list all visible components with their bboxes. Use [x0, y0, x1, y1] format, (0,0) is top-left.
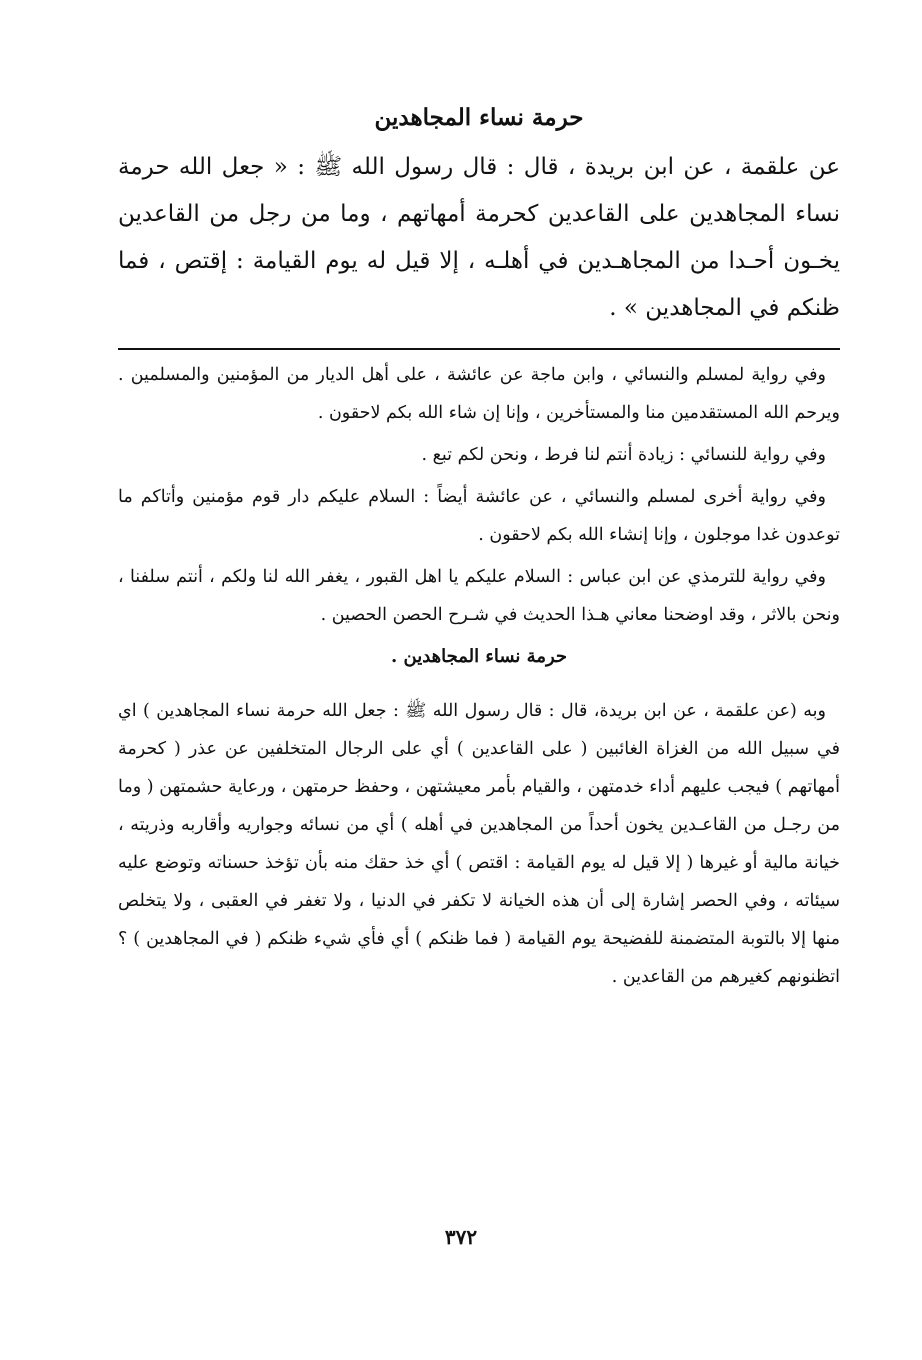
footnote-paragraph: وفي رواية لمسلم والنسائي ، وابن ماجة عن عائشة ، على أهل الديار من المؤمنين والمسلمين . ويرحم الله المستقدمين منا والمستأخرين ، وإنا إن شاء الله بكم لاحقون .: [118, 365, 840, 423]
footnote-paragraph: وفي رواية للترمذي عن ابن عباس : السلام عليكم يا اهل القبور ، يغفر الله لنا ولكم ، أنتم سلفنا ، ونحن بالاثر ، وقد اوضحنا معاني هـذا الحديث في شـرح الحصن الحصين .: [118, 567, 840, 625]
page-number: ٣٧٢: [444, 1225, 478, 1249]
hadith-text: عن علقمة ، عن ابن بريدة ، قال : قال رسول الله ﷺ : « جعل الله حرمة نساء المجاهدين على القاعدين كحرمة أمهاتهم ، وما من رجل من القاعدين يخـون أحـدا من المجاهـدين في أهلـه ، إلا قيل له يوم القيامة : إقتص ، فما ظنكم في المجاهدين » .: [118, 154, 840, 321]
commentary-text: وبه (عن علقمة ، عن ابن بريدة، قال : قال رسول الله ﷺ : جعل الله حرمة نساء المجاهدين ) اي في سبيل الله من الغزاة الغائبين ( على القاعدين ) أي على الرجال المتخلفين عن عذر ( كحرمة أمهاتهم ) فيجب عليهم أداء خدمتهن ، والقيام بأمر معيشتهن ، وحفظ حرمتهن ، ورعاية حشمتهن ( وما من رجـل من القاعـدين يخون أحداً من المجاهدين في أهله ) أي من نسائه وجواريه وأقاربه وذريته ، خيانة مالية أو غيرها ( إلا قيل له يوم القيامة : اقتص ) أي خذ حقك منه بأن تؤخذ حسناته وتوضع عليه سيئاته ، وفي الحصر إشارة إلى أن هذه الخيانة لا تكفر في الدنيا ، ولا تغفر في العقبى ، ولا يتخلص منها إلا بالتوبة المتضمنة للفضيحة يوم القيامة ( فما ظنكم ) أي فأي شيء ظنكم ( في المجاهدين ) ؟ اتظنونهم كغيرهم من القاعدين .: [118, 701, 840, 987]
page-content: [118, 96, 840, 996]
footnote-divider: [118, 348, 840, 350]
footnote-paragraph: وفي رواية أخرى لمسلم والنسائي ، عن عائشة أيضاً : السلام عليكم دار قوم مؤمنين وأتاكم ما توعدون غدا موجلون ، وإنا إنشاء الله بكم لاحقون .: [118, 487, 840, 545]
footnote-paragraph: وفي رواية للنسائي : زيادة أنتم لنا فرط ، ونحن لكم تبع .: [421, 445, 826, 465]
page-title: حرمة نساء المجاهدين: [374, 104, 584, 131]
commentary-title: حرمة نساء المجاهدين .: [390, 646, 568, 667]
